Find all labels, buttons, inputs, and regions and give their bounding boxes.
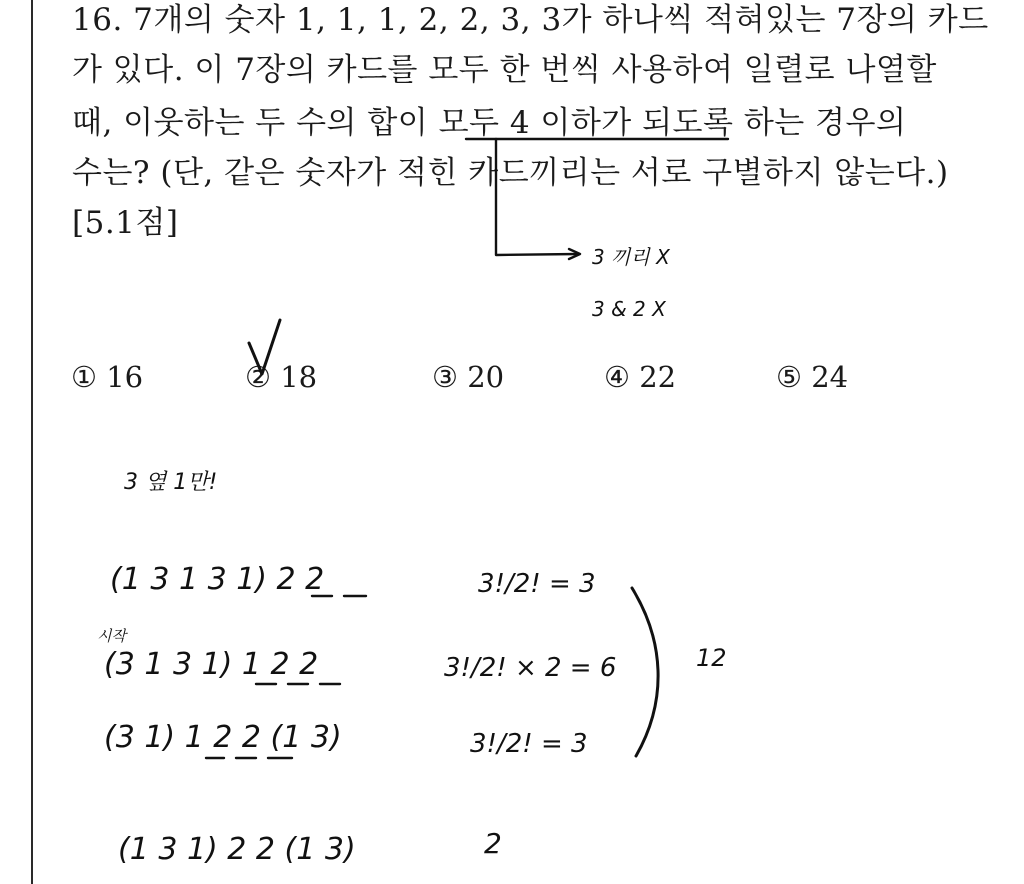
case-4-pattern: (1 3 1) 2 2 (1 3): [118, 832, 356, 867]
note-no-adjacent-3: 3 끼리 X: [592, 245, 670, 269]
case-1-pattern: (1 3 1 3 1) 2 2: [110, 562, 325, 597]
checkmark-icon: [249, 320, 280, 374]
problem-line-3-start: 때, 이웃하는 두 수의 합이: [72, 105, 439, 141]
problem-line-3-end: 록 하는 경우의: [703, 105, 907, 141]
solution-heading: 3 옆 1만!: [124, 470, 218, 495]
choice-value: 16: [106, 360, 144, 394]
grouping-bracket: [632, 588, 658, 756]
problem-line-4: 수는? (단, 같은 숫자가 적힌 카드끼리는 서로 구별하지 않는다.): [72, 155, 949, 191]
problem-points: [5.1점]: [72, 205, 179, 241]
case-3-calc: 3!/2! = 3: [470, 729, 588, 759]
case-1-calc: 3!/2! = 3: [478, 569, 596, 599]
choice-marker: ①: [71, 360, 97, 394]
problem-line-1: 16. 7개의 숫자 1, 1, 1, 2, 2, 3, 3가 하나씩 적혀있는 7장의 카드: [72, 2, 989, 38]
case-2-calc: 3!/2! × 2 = 6: [444, 653, 617, 683]
case-2-pattern: (3 1 3 1) 1 2 2: [104, 647, 319, 682]
choice-marker: ②: [245, 360, 271, 394]
choice-value: 24: [811, 360, 849, 394]
problem-line-2: 가 있다. 이 7장의 카드를 모두 한 번씩 사용하여 일렬로 나열할: [72, 52, 937, 88]
choice-value: 22: [639, 360, 677, 394]
choice-marker: ④: [604, 360, 630, 394]
note-no-3-and-2: 3 & 2 X: [592, 297, 666, 321]
case-4-calc: 2: [484, 827, 502, 860]
start-label: 시작: [97, 627, 126, 645]
subtotal: 12: [696, 644, 727, 672]
choice-marker: ③: [432, 360, 458, 394]
annotation-arrow: [496, 139, 578, 255]
case-3-pattern: (3 1) 1 2 2 (1 3): [104, 720, 342, 755]
underlined-condition: 모두 4 이하가 되도: [438, 105, 704, 141]
choice-value: 20: [467, 360, 505, 394]
choice-marker: ⑤: [776, 360, 802, 394]
choice-value: 18: [280, 360, 318, 394]
